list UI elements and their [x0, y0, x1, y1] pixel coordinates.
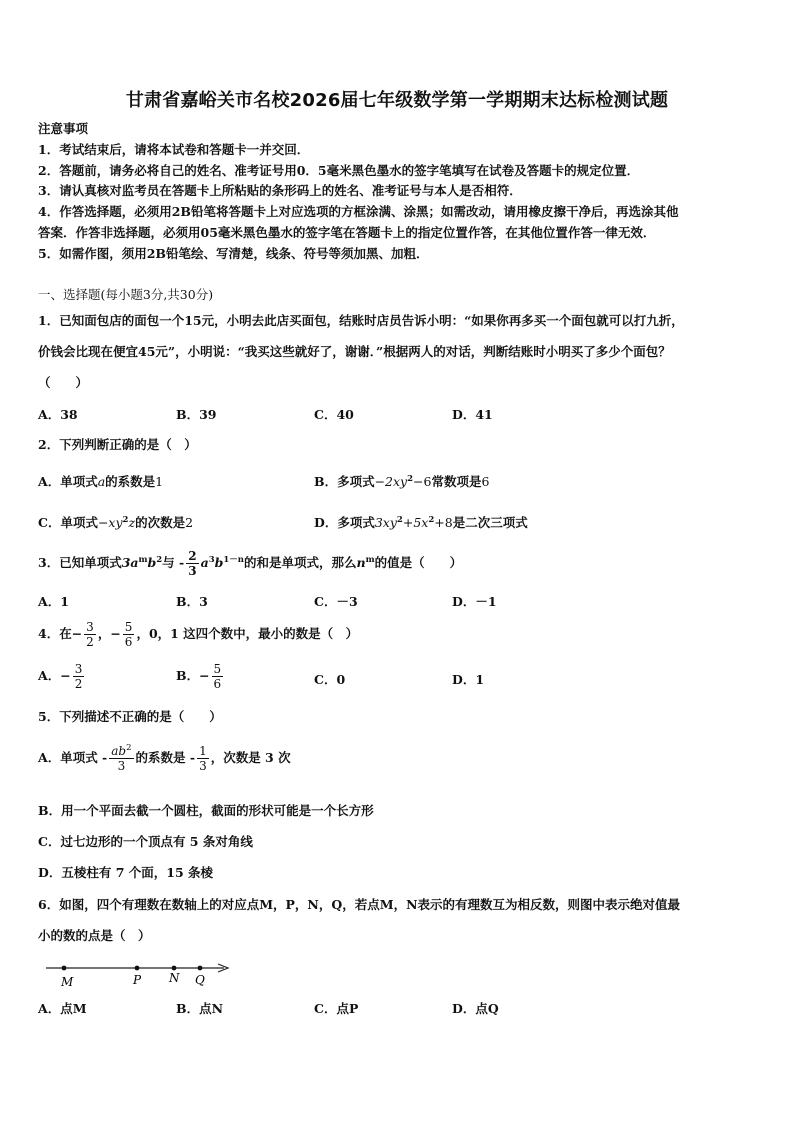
q3-option-c: C．－3	[314, 594, 358, 609]
q1-option-c: C．40	[314, 407, 354, 422]
q2-option-b: B．多项式$-2xy^2-6$常数项是6	[314, 474, 490, 489]
point-n-dot	[172, 966, 177, 971]
q4-option-c: C．0	[314, 672, 346, 687]
notice-item: 2．答题前，请务必将自己的姓名、准考证号用0．5毫米黑色墨水的签字笔填写在试卷及答题卡的规定位置．	[38, 163, 640, 178]
point-m-label: M	[61, 975, 74, 989]
notice-item: 1．考试结束后，请将本试卷和答题卡一并交回．	[38, 142, 310, 157]
q5-option-a: A．单项式 - $\frac{ab^2}{3}$ 的系数是 - $\frac{1}{3}$ ，次数是 3 次	[38, 743, 291, 773]
q4-option-d: D．1	[452, 672, 485, 687]
q2-option-c: C．单项式$-xy^2z$的次数是2	[38, 515, 194, 530]
q2-stem: 2．下列判断正确的是（ ）	[38, 437, 197, 452]
q6-option-d: D．点Q	[452, 1001, 499, 1016]
q4-option-a: A．− $\frac{3}{2}$	[38, 662, 83, 691]
q6-option-c: C．点P	[314, 1001, 359, 1016]
q5-option-b: B．用一个平面去截一个圆柱，截面的形状可能是一个长方形	[38, 803, 374, 818]
q5-stem: 5．下列描述不正确的是（ ）	[38, 709, 222, 724]
q1-option-b: B．39	[176, 407, 217, 422]
q1-answer-blank: （ ）	[38, 375, 89, 390]
notice-item: 3．请认真核对监考员在答题卡上所粘贴的条形码上的姓名、准考证号与本人是否相符．	[38, 183, 522, 198]
q5-option-d: D．五棱柱有 7 个面，15 条棱	[38, 865, 213, 880]
q1-stem-line2: 价钱会比现在便宜45元”，小明说：“我买这些就好了，谢谢．”根据两人的对话，判断结账时小明买了多少个面包？	[38, 344, 671, 359]
q6-stem-line2: 小的数的点是（ ）	[38, 928, 151, 943]
q1-stem-line1: 1．已知面包店的面包一个15元，小明去此店买面包，结账时店员告诉小明：“如果你再多买一个面包就可以打九折，	[38, 313, 684, 328]
point-p-label: P	[133, 973, 142, 987]
q1-option-d: D．41	[452, 407, 493, 422]
q2-option-d: D．多项式$3xy^2+5x^2+8$是二次三项式	[314, 515, 528, 530]
q3-option-a: A．1	[38, 594, 69, 609]
q4-stem: 4．在− $\frac{3}{2}$ ，− $\frac{5}{6}$ ，0，1 这四个数中，最小的数是（ ）	[38, 620, 359, 649]
q6-stem-line1: 6．如图，四个有理数在数轴上的对应点M，P，N，Q，若点M，N表示的有理数互为相反数，则图中表示绝对值最	[38, 897, 681, 912]
point-n-label: N	[169, 971, 180, 985]
q4-option-b: B．− $\frac{5}{6}$	[176, 662, 222, 691]
notice-heading: 注意事项	[38, 121, 89, 136]
q5-option-c: C．过七边形的一个顶点有 5 条对角线	[38, 834, 253, 849]
point-p-dot	[135, 966, 140, 971]
notice-item: 答案．作答非选择题，必须用05毫米黑色墨水的签字笔在答题卡上的指定位置作答，在其他位置作答一律无效．	[38, 225, 656, 240]
notice-item: 4．作答选择题，必须用2B铅笔将答题卡上对应选项的方框涂满、涂黑；如需改动，请用橡皮擦干净后，再选涂其他	[38, 204, 679, 219]
q2-option-a: A．单项式a的系数是1	[38, 474, 164, 489]
number-line-figure	[40, 952, 240, 992]
q3-option-b: B．3	[176, 594, 208, 609]
q3-stem: 3．已知单项式$3a^mb^2$与 - $\frac{2}{3}$ $a^3b^{1-n}$的和是单项式，那么$n^m$的值是（ ）	[38, 549, 463, 578]
point-m-dot	[62, 966, 67, 971]
q6-option-b: B．点N	[176, 1001, 223, 1016]
section-heading: 一、选择题(每小题3分,共30分)	[38, 287, 214, 302]
q3-fraction: $\frac{2}{3}$	[188, 549, 197, 578]
exam-title: 甘肃省嘉峪关市名校2026届七年级数学第一学期期末达标检测试题	[125, 90, 669, 111]
notice-item: 5．如需作图，须用2B铅笔绘、写清楚，线条、符号等须加黑、加粗．	[38, 246, 429, 261]
q1-option-a: A．38	[38, 407, 78, 422]
point-q-label: Q	[195, 973, 205, 987]
point-q-dot	[198, 966, 203, 971]
q3-option-d: D．－1	[452, 594, 497, 609]
q6-option-a: A．点M	[38, 1001, 87, 1016]
